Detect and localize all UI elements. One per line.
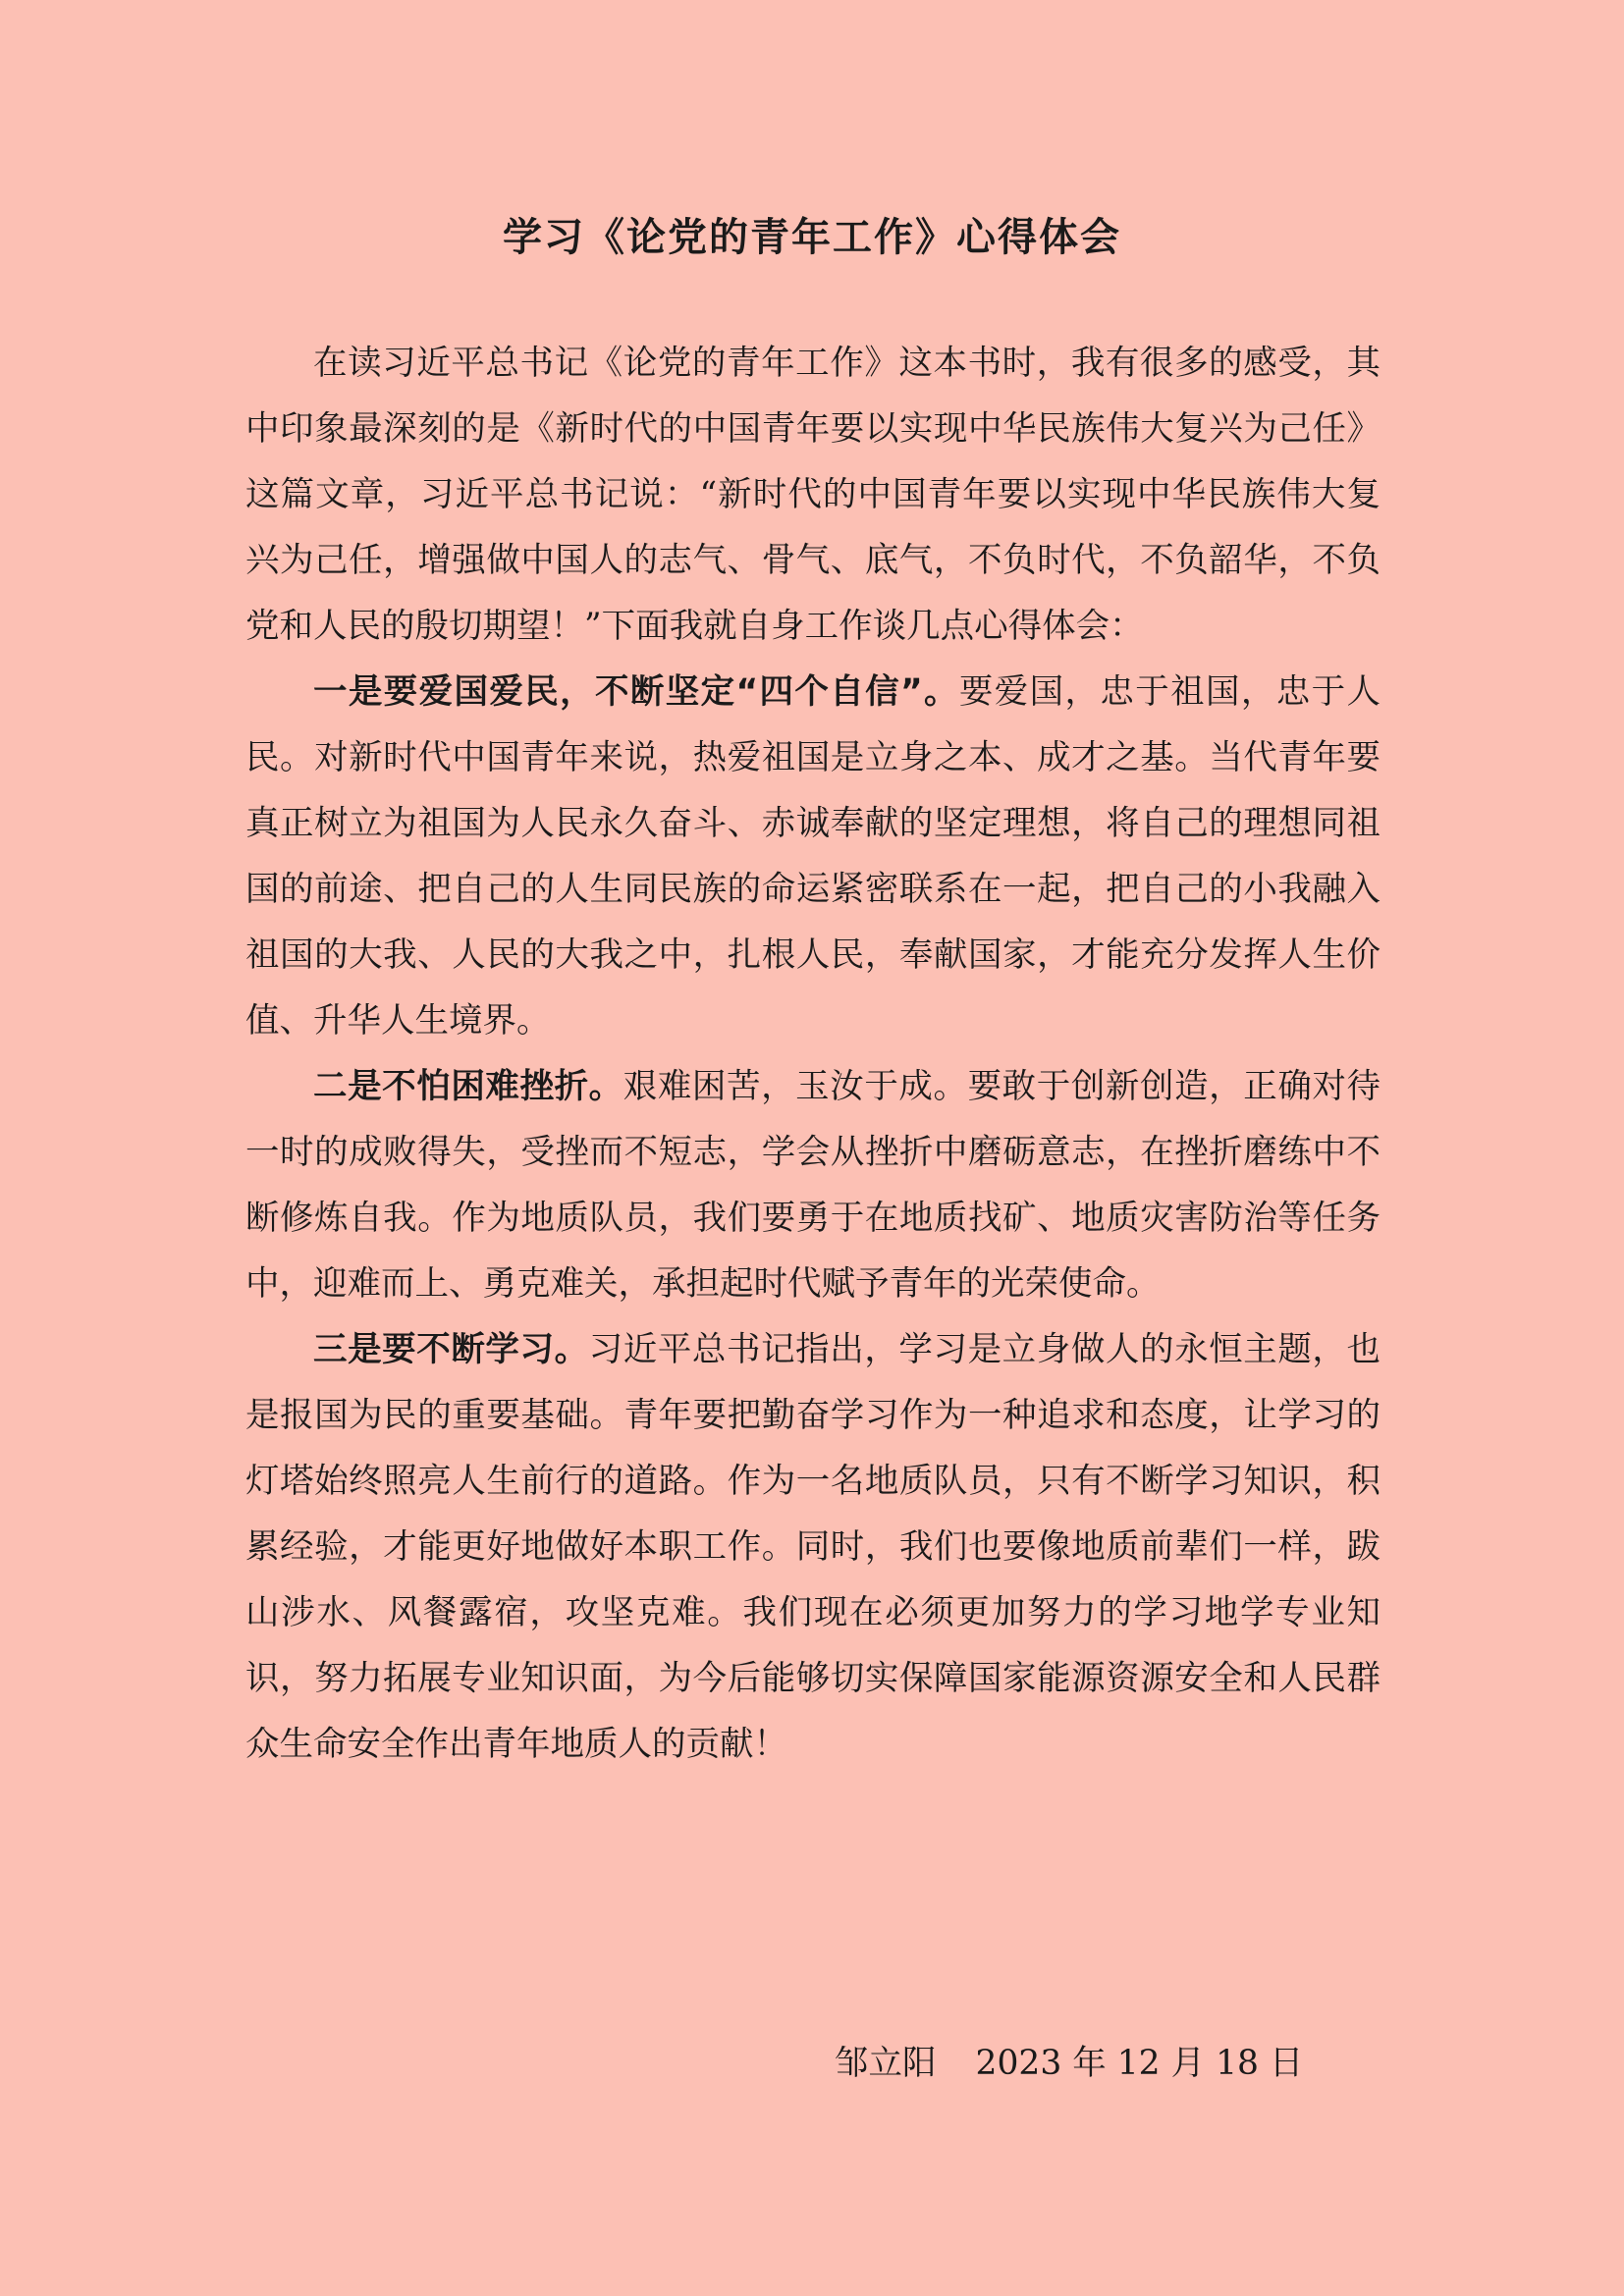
paragraph-text: 艰难困苦，玉汝于成。要敢于创新创造，正确对待一时的成败得失，受挫而不短志，学会从挫折中磨砺意志，在挫折磨练中不断修炼自我。作为地质队员，我们要勇于在地质找矿、地质灾害防治等任务中，迎难而上、勇克难关，承担起时代赋予青年的光荣使命。 xyxy=(245,1067,1380,1304)
document-title: 学习《论党的青年工作》心得体会 xyxy=(503,215,1121,260)
document-body xyxy=(245,331,1380,1778)
paragraph-lead: 一是要爱国爱民，不断坚定“四个自信”。 xyxy=(313,672,959,712)
paragraph-text: 要爱国，忠于祖国，忠于人民。对新时代中国青年来说，热爱祖国是立身之本、成才之基。当代青年要真正树立为祖国为人民永久奋斗、赤诚奉献的坚定理想，将自己的理想同祖国的前途、把自己的人生同民族的命运紧密联系在一起，把自己的小我融入祖国的大我、人民的大我之中，扎根人民，奉献国家，才能充分发挥人生价值、升华人生境界。 xyxy=(245,672,1380,1041)
signature-date: 2023 年 12 月 18 日 xyxy=(975,2044,1304,2083)
paragraph-point-two xyxy=(245,1054,1380,1317)
paragraph-text: 习近平总书记指出，学习是立身做人的永恒主题，也是报国为民的重要基础。青年要把勤奋学习作为一种追求和态度，让学习的灯塔始终照亮人生前行的道路。作为一名地质队员，只有不断学习知识，积累经验，才能更好地做好本职工作。同时，我们也要像地质前辈们一样，跋山涉水、风餐露宿，攻坚克难。我们现在必须更加努力的学习地学专业知识，努力拓展专业知识面，为今后能够切实保障国家能源资源安全和人民群众生命安全作出青年地质人的贡献！ xyxy=(245,1330,1381,1764)
author-name: 邹立阳 xyxy=(835,2044,937,2083)
paragraph-lead: 三是要不断学习。 xyxy=(313,1330,589,1369)
paragraph-lead: 二是不怕困难挫折。 xyxy=(313,1067,623,1106)
signature-block xyxy=(835,2034,1303,2093)
paragraph-point-three xyxy=(245,1317,1380,1778)
paragraph-text: 在读习近平总书记《论党的青年工作》这本书时，我有很多的感受，其中印象最深刻的是《新时代的中国青年要以实现中华民族伟大复兴为己任》这篇文章，习近平总书记说：“新时代的中国青年要以实现中华民族伟大复兴为己任，增强做中国人的志气、骨气、底气，不负时代，不负韶华，不负党和人民的殷切期望！”下面我就自身工作谈几点心得体会： xyxy=(245,344,1380,646)
paragraph-intro xyxy=(245,331,1380,660)
paragraph-point-one xyxy=(245,660,1380,1054)
